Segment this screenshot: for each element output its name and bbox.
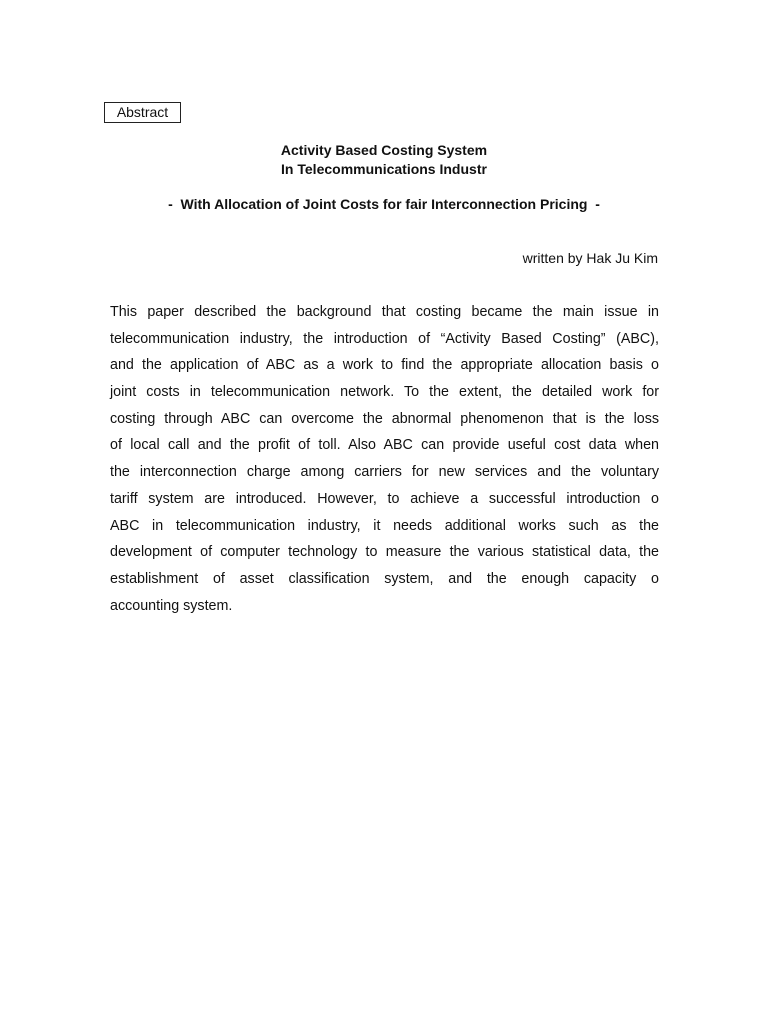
body-line: telecommunication industry, the introduction of “Activity Based Costing” (ABC), — [110, 330, 659, 347]
abstract-body — [110, 302, 659, 622]
body-line: of local call and the profit of toll. Also ABC can provide useful cost data when — [110, 437, 659, 454]
body-line: development of computer technology to measure the various statistical data, the — [110, 544, 659, 561]
body-line: costing through ABC can overcome the abnormal phenomenon that is the loss — [110, 410, 659, 427]
abstract-label: Abstract — [104, 102, 181, 123]
body-line: This paper described the background that costing became the main issue in — [110, 304, 659, 320]
body-line: accounting system. — [110, 597, 233, 614]
body-line: ABC in telecommunication industry, it needs additional works such as the — [110, 517, 659, 534]
author-line: written by Hak Ju Kim — [522, 250, 658, 266]
body-line: joint costs in telecommunication network. To the extent, the detailed work for — [110, 384, 659, 401]
body-line: establishment of asset classification system, and the enough capacity o — [110, 570, 659, 587]
paper-title — [0, 141, 768, 179]
body-line: tariff system are introduced. However, to achieve a successful introduction o — [110, 490, 659, 507]
paper-subtitle: - With Allocation of Joint Costs for fair Interconnection Pricing - — [168, 196, 600, 212]
title-line-1: Activity Based Costing System — [280, 142, 488, 158]
body-line: and the application of ABC as a work to find the appropriate allocation basis o — [110, 357, 659, 374]
body-line: the interconnection charge among carriers for new services and the voluntary — [110, 464, 659, 481]
title-line-2: In Telecommunications Industr — [281, 161, 487, 177]
